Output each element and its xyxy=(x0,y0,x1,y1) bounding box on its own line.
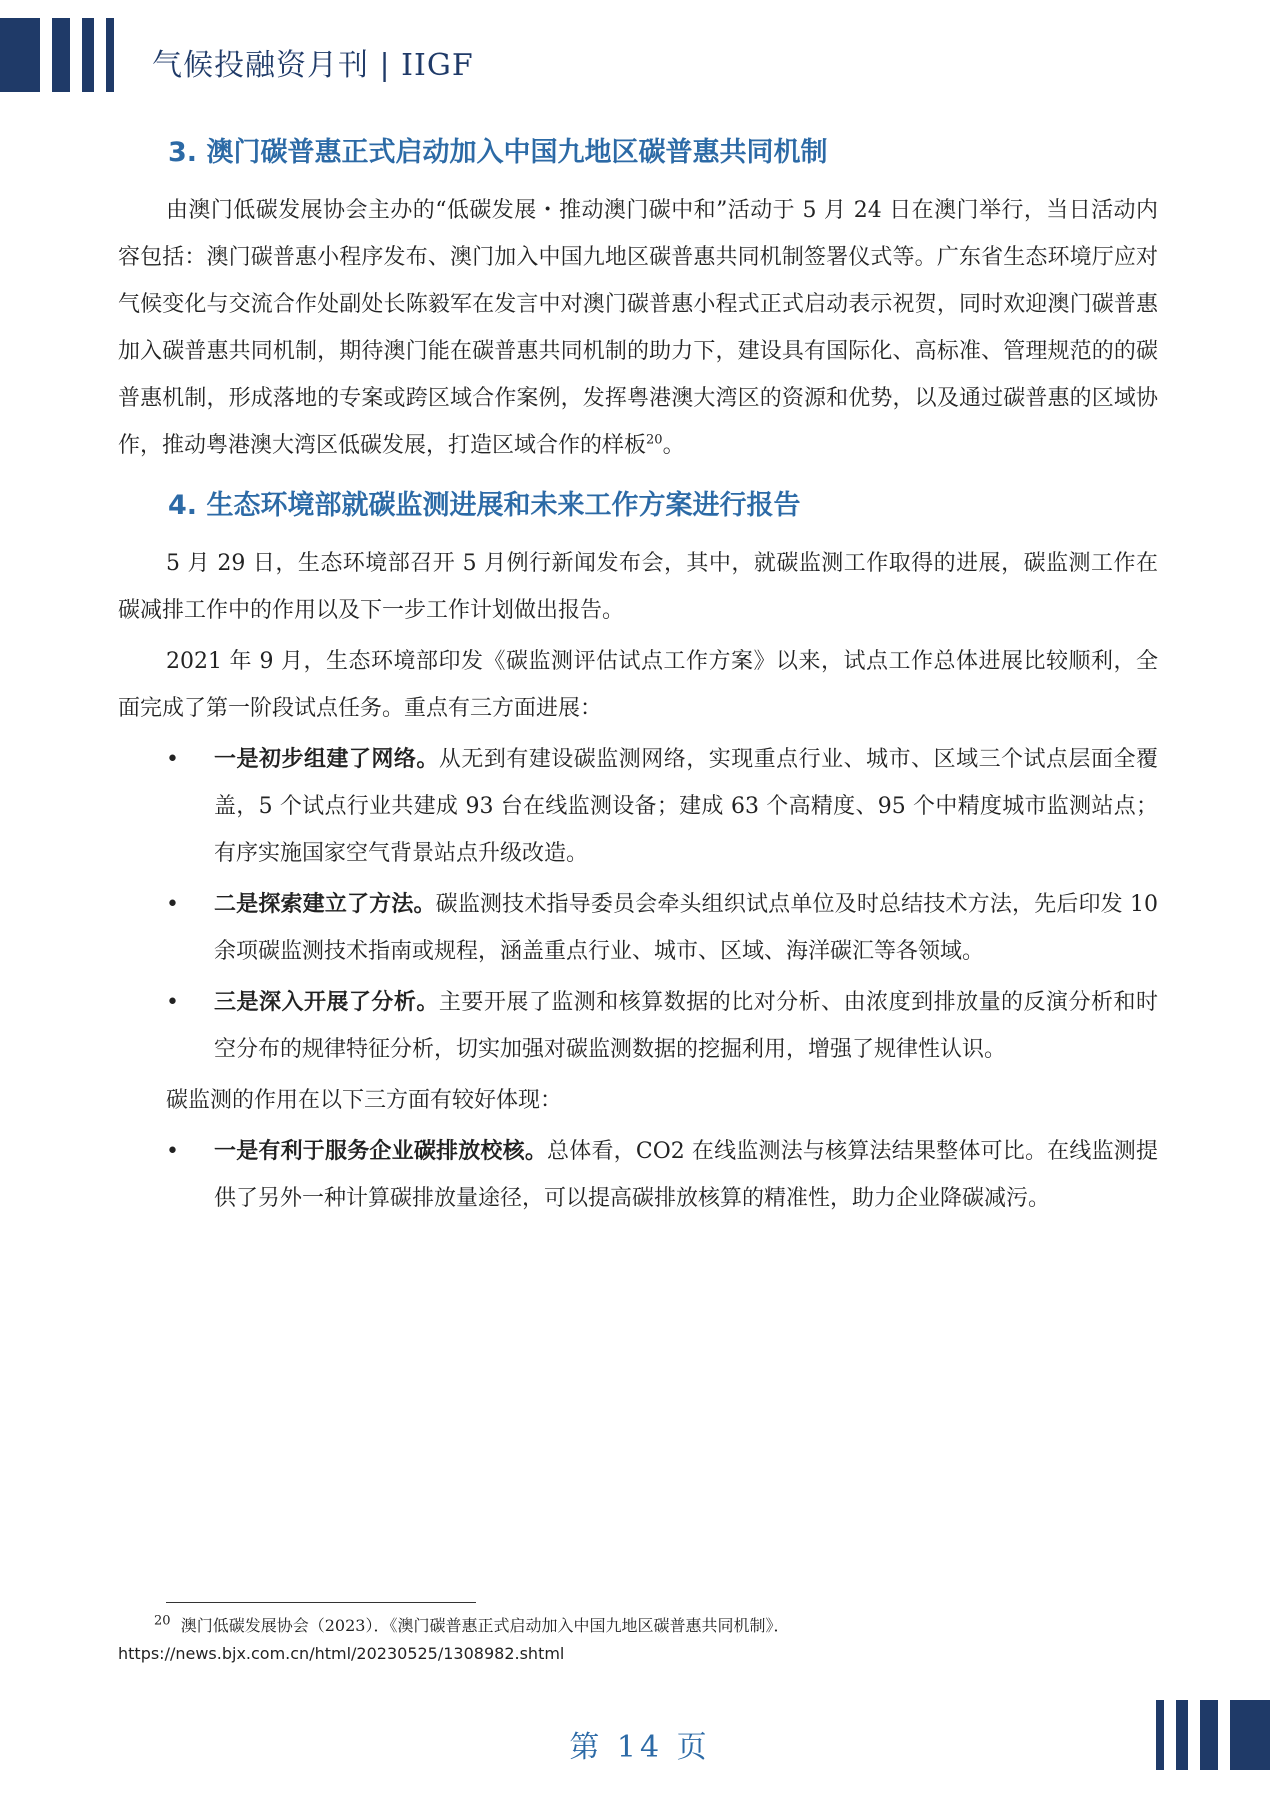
section-4-title: 4. 生态环境部就碳监测进展和未来工作方案进行报告 xyxy=(168,490,801,521)
list-item: • 一是初步组建了网络。从无到有建设碳监测网络，实现重点行业、城市、区域三个试点层面全覆盖，5 个试点行业共建成 93 台在线监测设备；建成 63 个高精度、95 个中精度城市监测站点；有序实施国家空气背景站点升级改造。 xyxy=(118,736,1158,877)
list-item: • 一是有利于服务企业碳排放校核。总体看，CO2 在线监测法与核算法结果整体可比。在线监测提供了另外一种计算碳排放量途径，可以提高碳排放核算的精准性，助力企业降碳减污。 xyxy=(118,1128,1158,1222)
bullet-icon: • xyxy=(166,990,179,1015)
section-3-title: 3. 澳门碳普惠正式启动加入中国九地区碳普惠共同机制 xyxy=(168,137,828,168)
bullet-icon: • xyxy=(166,1139,179,1164)
footnote-text: 澳门低碳发展协会（2023）．《澳门碳普惠正式启动加入中国九地区碳普惠共同机制》． xyxy=(180,1616,790,1635)
footnote xyxy=(118,1612,1178,1668)
section-3-paragraph: 由澳门低碳发展协会主办的“低碳发展・推动澳门碳中和”活动于 5 月 24 日在澳门举行，当日活动内容包括：澳门碳普惠小程序发布、澳门加入中国九地区碳普惠共同机制签署仪式等。广东省生态环境厅应对气候变化与交流合作处副处长陈毅军在发言中对澳门碳普惠小程式正式启动表示祝贺，同时欢迎澳门碳普惠加入碳普惠共同机制，期待澳门能在碳普惠共同机制的助力下，建设具有国际化、高标准、管理规范的的碳普惠机制，形成落地的专案或跨区域合作案例，发挥粤港澳大湾区的资源和优势，以及通过碳普惠的区域协作，推动粤港澳大湾区低碳发展，打造区域合作的样板$^{20}$。 xyxy=(118,198,1158,458)
role-list xyxy=(118,1128,1158,1222)
section-4-paragraph-1: 5 月 29 日，生态环境部召开 5 月例行新闻发布会，其中，就碳监测工作取得的进展，碳监测工作在碳减排工作中的作用以及下一步工作计划做出报告。 xyxy=(118,551,1158,623)
bullet-icon: • xyxy=(166,747,179,772)
page-content xyxy=(118,130,1158,1226)
page-number: 第 14 页 xyxy=(569,1730,711,1765)
footnote-link[interactable]: https://news.bjx.com.cn/html/20230525/1308982.shtml xyxy=(118,1644,565,1663)
footnote-divider xyxy=(166,1602,476,1603)
list-item: • 三是深入开展了分析。主要开展了监测和核算数据的比对分析、由浓度到排放量的反演分析和时空分布的规律特征分析，切实加强对碳监测数据的挖掘利用，增强了规律性认识。 xyxy=(118,979,1158,1073)
section-4-paragraph-2: 2021 年 9 月，生态环境部印发《碳监测评估试点工作方案》以来，试点工作总体进展比较顺利，全面完成了第一阶段试点任务。重点有三方面进展： xyxy=(118,649,1158,721)
list-item: • 二是探索建立了方法。碳监测技术指导委员会牵头组织试点单位及时总结技术方法，先后印发 10 余项碳监测技术指南或规程，涵盖重点行业、城市、区域、海洋碳汇等各领域。 xyxy=(118,881,1158,975)
footnote-ref[interactable]: 20 xyxy=(646,432,663,448)
header-title: 气候投融资月刊 | IIGF xyxy=(152,48,474,83)
bullet-icon: • xyxy=(166,892,179,917)
footnote-number: 20 xyxy=(154,1613,171,1629)
header-decoration xyxy=(0,18,126,92)
progress-list xyxy=(118,736,1158,1073)
footer-decoration xyxy=(1144,1700,1270,1770)
section-4-paragraph-3: 碳监测的作用在以下三方面有较好体现： xyxy=(166,1088,563,1113)
